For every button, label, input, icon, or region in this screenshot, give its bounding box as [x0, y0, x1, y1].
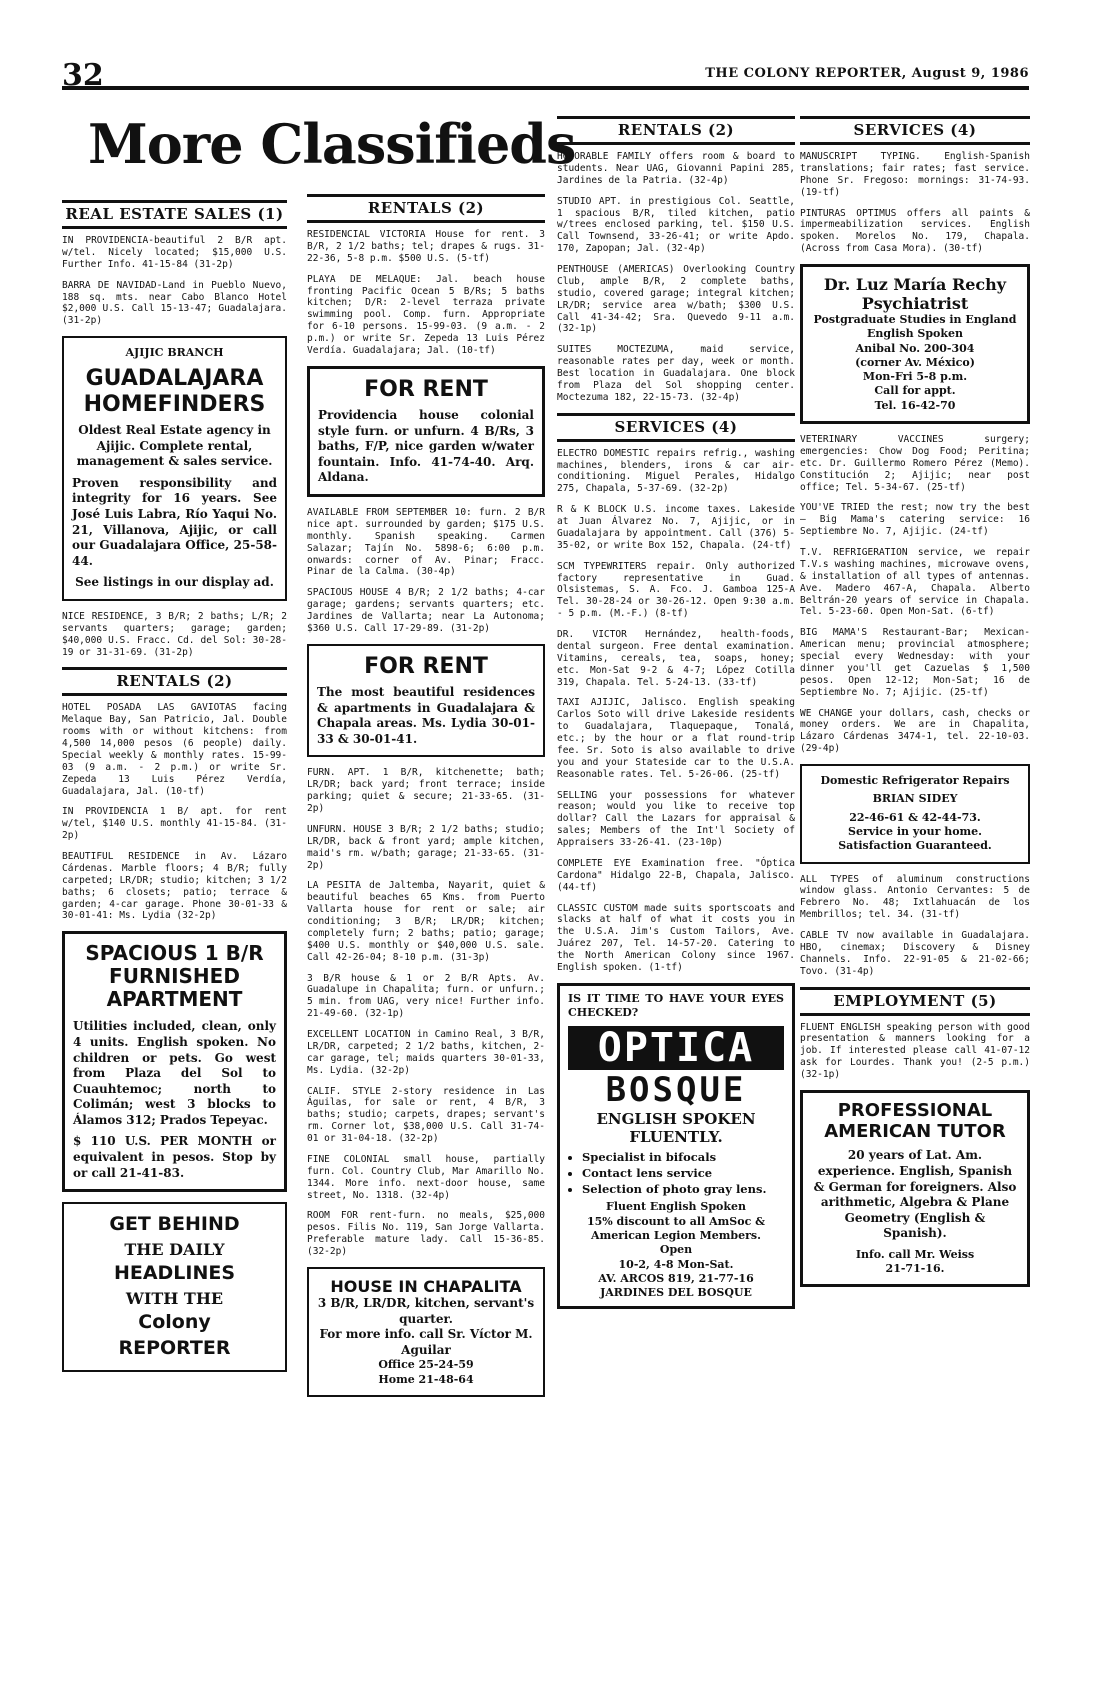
for-rent-ad — [307, 366, 545, 497]
section-heading-rentals: RENTALS (2) — [62, 667, 287, 696]
classified-ad: CLASSIC CUSTOM made suits sportscoats and slacks at half of what it costs you in the U.S.A. Jim's Custom Tailors, Ave. Juárez 207, Tel. 14-57-20. Catering to the North American Colony since 1967. English spoken. (1-tf) — [557, 902, 795, 973]
chapalita-home: Home 21-48-64 — [378, 1372, 474, 1386]
classified-ad: T.V. REFRIGERATION service, we repair T.V.s washing machines, microwave ovens, & installation of all types of antennas. Ave. Madero 467-A, Chapala. Alberto Beltrán-20 years of service in Chapala. Tel. 5-23-60. Open Mon-Sat. (6-tf) — [800, 547, 1030, 618]
doctor-line: English Spoken — [866, 327, 964, 341]
classified-ad: IN PROVIDENCIA 1 B/ apt. for rent w/tel, $140 U.S. monthly 41-15-84. (31-2p) — [62, 806, 287, 842]
optica-fluent: Fluent English Spoken — [606, 1200, 746, 1214]
optica-location: JARDINES DEL BOSQUE — [600, 1286, 752, 1300]
section-heading-services: SERVICES (4) — [557, 413, 795, 442]
classified-ad: SELLING your possessions for whatever reason; would you like to receive top dollar? Call the Lazars for appraisal & sales; Members of the Int'l Society of Appraisers 33-26-41. (23-10p) — [557, 789, 795, 848]
classified-ad: RESIDENCIAL VICTORIA House for rent. 3 B/R, 2 1/2 baths; tel; drapes & rugs. 31-22-36, 5-8 p.m. $500 U.S. (5-tf) — [307, 229, 545, 264]
classified-ad: R & K BLOCK U.S. income taxes. Lakeside at Juan Álvarez No. 7, Ajijic, or in Guadalajara by appointment. Call (376) 5-35-02, or write Box 152, Chapala. (24-tf) — [557, 504, 795, 551]
spacious-body: Utilities included, clean, only 4 units. English spoken. No children or pets. Go west from Plaza del Sol to Cuauhtemoc; north to Colimán; west 3 blocks to Álamos 312; Prados Tepeyac. — [73, 1019, 276, 1127]
refrig-heading: Domestic Refrigerator Repairs — [820, 774, 1010, 788]
promo-line: THE DAILY — [124, 1240, 225, 1260]
chapalita-heading: HOUSE IN CHAPALITA — [330, 1276, 522, 1296]
classified-ad: FLUENT ENGLISH speaking person with good presentation & manners looking for a job. If interested please call 41-07-12 ask for Lourdes. Thank you! (2-5 p.m.) (32-1p) — [800, 1021, 1030, 1081]
doctor-title: Psychiatrist — [861, 294, 969, 313]
doctor-line: Tel. 16-42-70 — [874, 398, 956, 412]
refrigerator-repair-ad — [800, 764, 1030, 863]
classified-ad: STUDIO APT. in prestigious Col. Seattle, 1 spacious B/R, tiled kitchen, patio w/trees enclosed parking, tel. $150 U.S. Call Townsend, 33-26-41; or write Apdo. 170, Zapopan; Jal. (32-4p) — [557, 195, 795, 255]
doctor-line: Anibal No. 200-304 — [855, 341, 975, 355]
section-heading-real-estate: REAL ESTATE SALES (1) — [62, 200, 287, 229]
homefinders-p3: See listings in our display ad. — [75, 575, 274, 590]
classified-ad: SCM TYPEWRITERS repair. Only authorized factory representative in Guad. Olsistemas, S. A. Fco. J. Gamboa 125-A Tel. 30-28-24 or 30-26-12. Open 9:30 a.m. - 5 p.m. (M.-F.) (8-tf) — [557, 560, 795, 620]
optica-services-list — [582, 1150, 784, 1196]
classified-ad: SUITES MOCTEZUMA, maid service, reasonable rates per day, week or month. Best location in Guadalajara. One block from Plaza del Sol shopping center. Moctezuma 182, 22-15-73. (32-4p) — [557, 344, 795, 403]
homefinders-ad — [62, 336, 287, 601]
for-rent-body: The most beautiful residences & apartments in Guadalajara & Chapala areas. Ms. Lydia 30-01-33 & 30-01-41. — [317, 685, 535, 746]
classified-ad: AVAILABLE FROM SEPTEMBER 10: furn. 2 B/R nice apt. surrounded by garden; $175 U.S. monthly. Spanish speaking. Carmen Salazar; Tajín No. 5898-6; 6:00 p.m. onwards: corner of Av. Pinar; Fracc. Pinar de la Calma. (30-4p) — [307, 507, 545, 578]
column-3 — [557, 112, 795, 1319]
classified-ad: ELECTRO DOMESTIC repairs refrig., washing machines, blenders, irons & car air-conditioning. Miguel Perales, Hidalgo 275, Chapala, 5-37-69. (32-2p) — [557, 447, 795, 495]
classified-ad: MANUSCRIPT TYPING. English-Spanish translations; fair rates; fast service. Phone Sr. Fregoso: mornings: 31-74-93. (19-tf) — [800, 151, 1030, 198]
section-heading-services: SERVICES (4) — [800, 116, 1030, 145]
tutor-body: 20 years of Lat. Am. experience. English, Spanish & German for foreigners. Also arithmetic, Algebra & Plane Geometry (English & Spanish). — [813, 1148, 1017, 1241]
page-title: More Classifieds — [88, 112, 576, 176]
homefinders-p2: Proven responsibility and integrity for 16 years. See José Luis Labra, Río Yaqui No. 21, Villanova, Ajijic, or call our Guadalajara Office, 25-58-44. — [72, 475, 277, 568]
tutor-info: Info. call Mr. Weiss — [855, 1247, 975, 1261]
for-rent-heading: FOR RENT — [364, 653, 488, 679]
column-4 — [800, 112, 1030, 1297]
doctor-line: Call for appt. — [874, 384, 956, 398]
bosque-logo: BOSQUE — [605, 1070, 747, 1111]
spacious-price: $ 110 U.S. PER MONTH or equivalent in pesos. Stop by or call 21-41-83. — [73, 1134, 276, 1180]
classified-ad: NICE RESIDENCE, 3 B/R; 2 baths; L/R; 2 servants quarters; garage; garden; $40,000 U.S. Fracc. Cd. del Sol: 30-28-19 or 31-31-69. (31-2p) — [62, 610, 287, 658]
chapalita-body: 3 B/R, LR/DR, kitchen, servant's quarter. — [317, 1295, 535, 1326]
classified-ad: EXCELLENT LOCATION in Camino Real, 3 B/R, LR/DR, carpeted; 2 1/2 baths, kitchen, 2-car garage, tel; maids quarters 30-01-33, Ms. Lydia. (32-2p) — [307, 1029, 545, 1076]
for-rent-ad — [307, 644, 545, 758]
list-item: • Selection of photo gray lens. — [582, 1182, 784, 1196]
page-number: 32 — [62, 58, 104, 93]
classified-ad: YOU'VE TRIED the rest; now try the best — Big Mama's catering service: 16 Septiembre No. 7, Ajijic. (24-tf) — [800, 502, 1030, 538]
classified-ad: 3 B/R house & 1 or 2 B/R Apts. Av. Guadalupe in Chapalita; furn. or unfurn.; 5 min. from UAG, very nice! Further info. 21-49-60. (32-1p) — [307, 972, 545, 1020]
classified-ad: ALL TYPES of aluminum constructions window glass. Antonio Cervantes: 5 de Febrero No. 48; Ixtlahuacán de los Membrillos; tel. 34. (31-tf) — [800, 873, 1030, 921]
masthead: THE COLONY REPORTER, August 9, 1986 — [705, 66, 1029, 81]
chapalita-house-ad — [307, 1267, 545, 1397]
spacious-heading: SPACIOUS 1 B/R FURNISHED APARTMENT — [85, 941, 264, 1012]
classified-ad: UNFURN. HOUSE 3 B/R; 2 1/2 baths; studio; LR/DR, back & front yard; ample kitchen, maid's rm. w/bath; garage; 21-33-65. (31-2p) — [307, 823, 545, 871]
classified-ad: DR. VICTOR Hernández, health-foods, dental surgeon. Free dental examination. Vitamins, cereals, tea, soaps, honey; etc. Mon-Sat 9-2 & 4-7; López Cotilla 319, Chapala. Tel. 5-24-13. (33-tf) — [557, 629, 795, 688]
classified-ad: FINE COLONIAL small house, partially furn. Col. Country Club, Mar Amarillo No. 1344. More info. next-door house, same street, No. 1318. (32-4p) — [307, 1153, 545, 1201]
classified-ad: BEAUTIFUL RESIDENCE in Av. Lázaro Cárdenas. Marble floors; 4 B/R; fully carpeted; LR/DR; studio; kitchen; 3 1/2 baths; 6 closets; patio; terrace & garden; 4-car garage. Phone 30-01-33 & 30-01-41: Ms. Lydia (32-2p) — [62, 851, 287, 922]
doctor-line: (corner Av. México) — [855, 355, 975, 369]
classified-ad: VETERINARY VACCINES surgery; emergencies: Chow Dog Food; Peritina; etc. Dr. Guillermo Romero Pérez (Memo). Constitución 2; Ajijic; near post office; Tel. 5-34-67. (25-tf) — [800, 434, 1030, 493]
refrig-name: BRIAN SIDEY — [872, 792, 958, 806]
classified-ad: LA PESITA de Jaltemba, Nayarit, quiet & beautiful beaches 65 Kms. from Puerto Vallarta house for rent or sale; air conditioning; 3 B/R; LR/DR; kitchen; completely furn; 2 baths; patio; garage; $400 U.S. monthly or $40,000 U.S. sale. Call 42-26-04; 8-10 p.m. (31-3p) — [307, 880, 545, 963]
tutor-phone: 21-71-16. — [885, 1262, 945, 1276]
classified-ad: PINTURAS OPTIMUS offers all paints & impermeabilization services. English spoken. Morelos No. 179, Chapala. (Across from Casa Mora). (30-tf) — [800, 207, 1030, 255]
for-rent-heading: FOR RENT — [364, 376, 488, 402]
doctor-line: Mon-Fri 5-8 p.m. — [862, 370, 968, 384]
optica-discount: 15% discount to all AmSoc & American Legion Members. — [586, 1214, 766, 1242]
classified-ad: PENTHOUSE (AMERICAS) Overlooking Country Club, ample B/R, 2 complete baths, studio, covered garage; integral kitchen; LR/DR; service area w/bath; $300 U.S. Call 41-34-42; Sra. Quevedo 9-11 a.m. (32-1p) — [557, 264, 795, 335]
optica-bosque-ad — [557, 983, 795, 1310]
classified-ad: CALIF. STYLE 2-story residence in Las Águilas, for sale or rent, 4 B/R, 3 baths; studio; carpets, drapes; servant's rm. Corner lot, $38,000 U.S. Call 31-74-01 or 31-04-18. (32-2p) — [307, 1085, 545, 1145]
optica-logo: OPTICA — [568, 1026, 784, 1070]
doctor-name: Dr. Luz María Rechy — [823, 275, 1007, 294]
refrig-body: Service in your home. Satisfaction Guaranteed. — [838, 824, 992, 853]
classified-ad: PLAYA DE MELAQUE: Jal. beach house fronting Pacific Ocean 5 B/Rs; 5 baths kitchen; D/R: 2-level terraza private swimming pool. Comp. furn. Appropriate for 6-10 persons. 15-99-03. (9 a.m. - 2 p.m.) or write Sr. Zepeda 13 Luis Pérez Verdía. Guadalajara; Jal. (10-tf) — [307, 273, 545, 356]
refrig-phone: 22-46-61 & 42-44-73. — [849, 810, 981, 824]
doctor-line: Postgraduate Studies in England — [813, 313, 1017, 326]
promo-line: GET BEHIND — [109, 1213, 240, 1236]
optica-address: AV. ARCOS 819, 21-77-16 — [598, 1271, 754, 1285]
classified-ad: HOTEL POSADA LAS GAVIOTAS facing Melaque Bay, San Patricio, Jal. Double rooms with or without kitchens: from 4,500 14,000 pesos (6 people) daily. Special weekly & monthly rates. 15-99-03 (9 a.m. - 2 p.m.) or write Sr. Zepeda 13 Luis Pérez Verdía, Guadalajara, Jal. (10-tf) — [62, 702, 287, 797]
headlines-promo — [62, 1202, 287, 1371]
classified-ad: BIG MAMA'S Restaurant-Bar; Mexican-American menu; provincial atmosphere; special every Wednesday: with your dinner you'll get Cazuelas $ 1,500 pesos. Open 12-12; Mon-Sat; 16 de Septiembre No. 7; Ajijic. (25-tf) — [800, 627, 1030, 698]
promo-line: WITH THE — [125, 1288, 224, 1308]
classified-ad: COMPLETE EYE Examination free. "Óptica Cardona" Hidalgo 22-B, Chapala, Jalisco. (44-tf) — [557, 857, 795, 893]
list-item: • Contact lens service — [582, 1166, 784, 1180]
classified-ad: ROOM FOR rent-furn. no meals, $25,000 pesos. Filis No. 119, San Jorge Vallarta. Preferable mature lady. Call 15-36-85. (32-2p) — [307, 1210, 545, 1258]
classified-ad: HONORABLE FAMILY offers room & board to students. Near UAG, Giovanni Papini 285, Jardines de la Patria. (32-4p) — [557, 151, 795, 186]
optica-hours: 10-2, 4-8 Mon-Sat. — [618, 1257, 734, 1271]
promo-line: REPORTER — [118, 1336, 231, 1359]
promo-line: Colony — [138, 1310, 211, 1333]
top-rule — [62, 86, 1029, 90]
optica-english: ENGLISH SPOKEN FLUENTLY. — [596, 1110, 756, 1147]
homefinders-p1: Oldest Real Estate agency in Ajijic. Complete rental, management & sales service. — [76, 423, 273, 469]
optica-open: Open — [659, 1243, 693, 1257]
column-1 — [62, 196, 287, 1382]
classified-ad: BARRA DE NAVIDAD-Land in Pueblo Nuevo, 188 sq. mts. near Cabo Blanco Hotel $2,000 U.S. Call 15-13-47; Guadalajara. (31-2p) — [62, 279, 287, 327]
classified-ad: WE CHANGE your dollars, cash, checks or money orders. We are in Chapalita, Lázaro Cárdenas 3474-1, tel. 22-10-03. (29-4p) — [800, 707, 1030, 755]
list-item: • Specialist in bifocals — [582, 1150, 784, 1164]
section-heading-rentals: RENTALS (2) — [307, 194, 545, 223]
section-heading-rentals: RENTALS (2) — [557, 116, 795, 145]
tutor-ad — [800, 1090, 1030, 1288]
doctor-ad — [800, 264, 1030, 424]
homefinders-name: GUADALAJARA HOMEFINDERS — [83, 366, 266, 417]
for-rent-body: Providencia house colonial style furn. or unfurn. 4 B/Rs, 3 baths, F/P, nice garden w/water fountain. Info. 41-74-40. Arq. Aldana. — [318, 408, 534, 485]
classified-ad: TAXI AJIJIC, Jalisco. English speaking Carlos Soto will drive Lakeside residents to Guadalajara, Tlaquepaque, Tonalá, etc.; by the hour or a flat round-trip fee. Sr. Soto is also available to drive you and your Stateside car to the U.S.A. Reasonable rates. Tel. 5-26-06. (25-tf) — [557, 697, 795, 780]
section-heading-employment: EMPLOYMENT (5) — [800, 987, 1030, 1016]
tutor-heading: PROFESSIONAL AMERICAN TUTOR — [824, 1099, 1006, 1142]
classified-ad: IN PROVIDENCIA-beautiful 2 B/R apt. w/tel. Nicely located; $15,000 U.S. Further Info. 41-15-84 (31-2p) — [62, 235, 287, 270]
branch-label: AJIJIC BRANCH — [125, 346, 224, 360]
promo-line: HEADLINES — [113, 1262, 236, 1285]
column-2 — [307, 190, 545, 1407]
chapalita-info: For more info. call Sr. Víctor M. Aguilar — [319, 1327, 533, 1357]
classified-ad: CABLE TV now available in Guadalajara. HBO, cinemax; Discovery & Disney Channels. Info. 22-91-05 & 21-02-66; Tovo. (31-4p) — [800, 930, 1030, 977]
classified-ad: FURN. APT. 1 B/R, kitchenette; bath; LR/DR; back yard; front terrace; inside parking; quiet & secure; 21-33-65. (31-2p) — [307, 767, 545, 815]
spacious-apartment-ad — [62, 931, 287, 1192]
chapalita-office: Office 25-24-59 — [378, 1358, 474, 1372]
optica-question: IS IT TIME TO HAVE YOUR EYES CHECKED? — [568, 991, 784, 1020]
classified-ad: SPACIOUS HOUSE 4 B/R; 2 1/2 baths; 4-car garage; gardens; servants quarters; etc. Jardines de Vallarta; near La Autonoma; $360 U.S. Call 17-29-89. (31-2p) — [307, 587, 545, 634]
